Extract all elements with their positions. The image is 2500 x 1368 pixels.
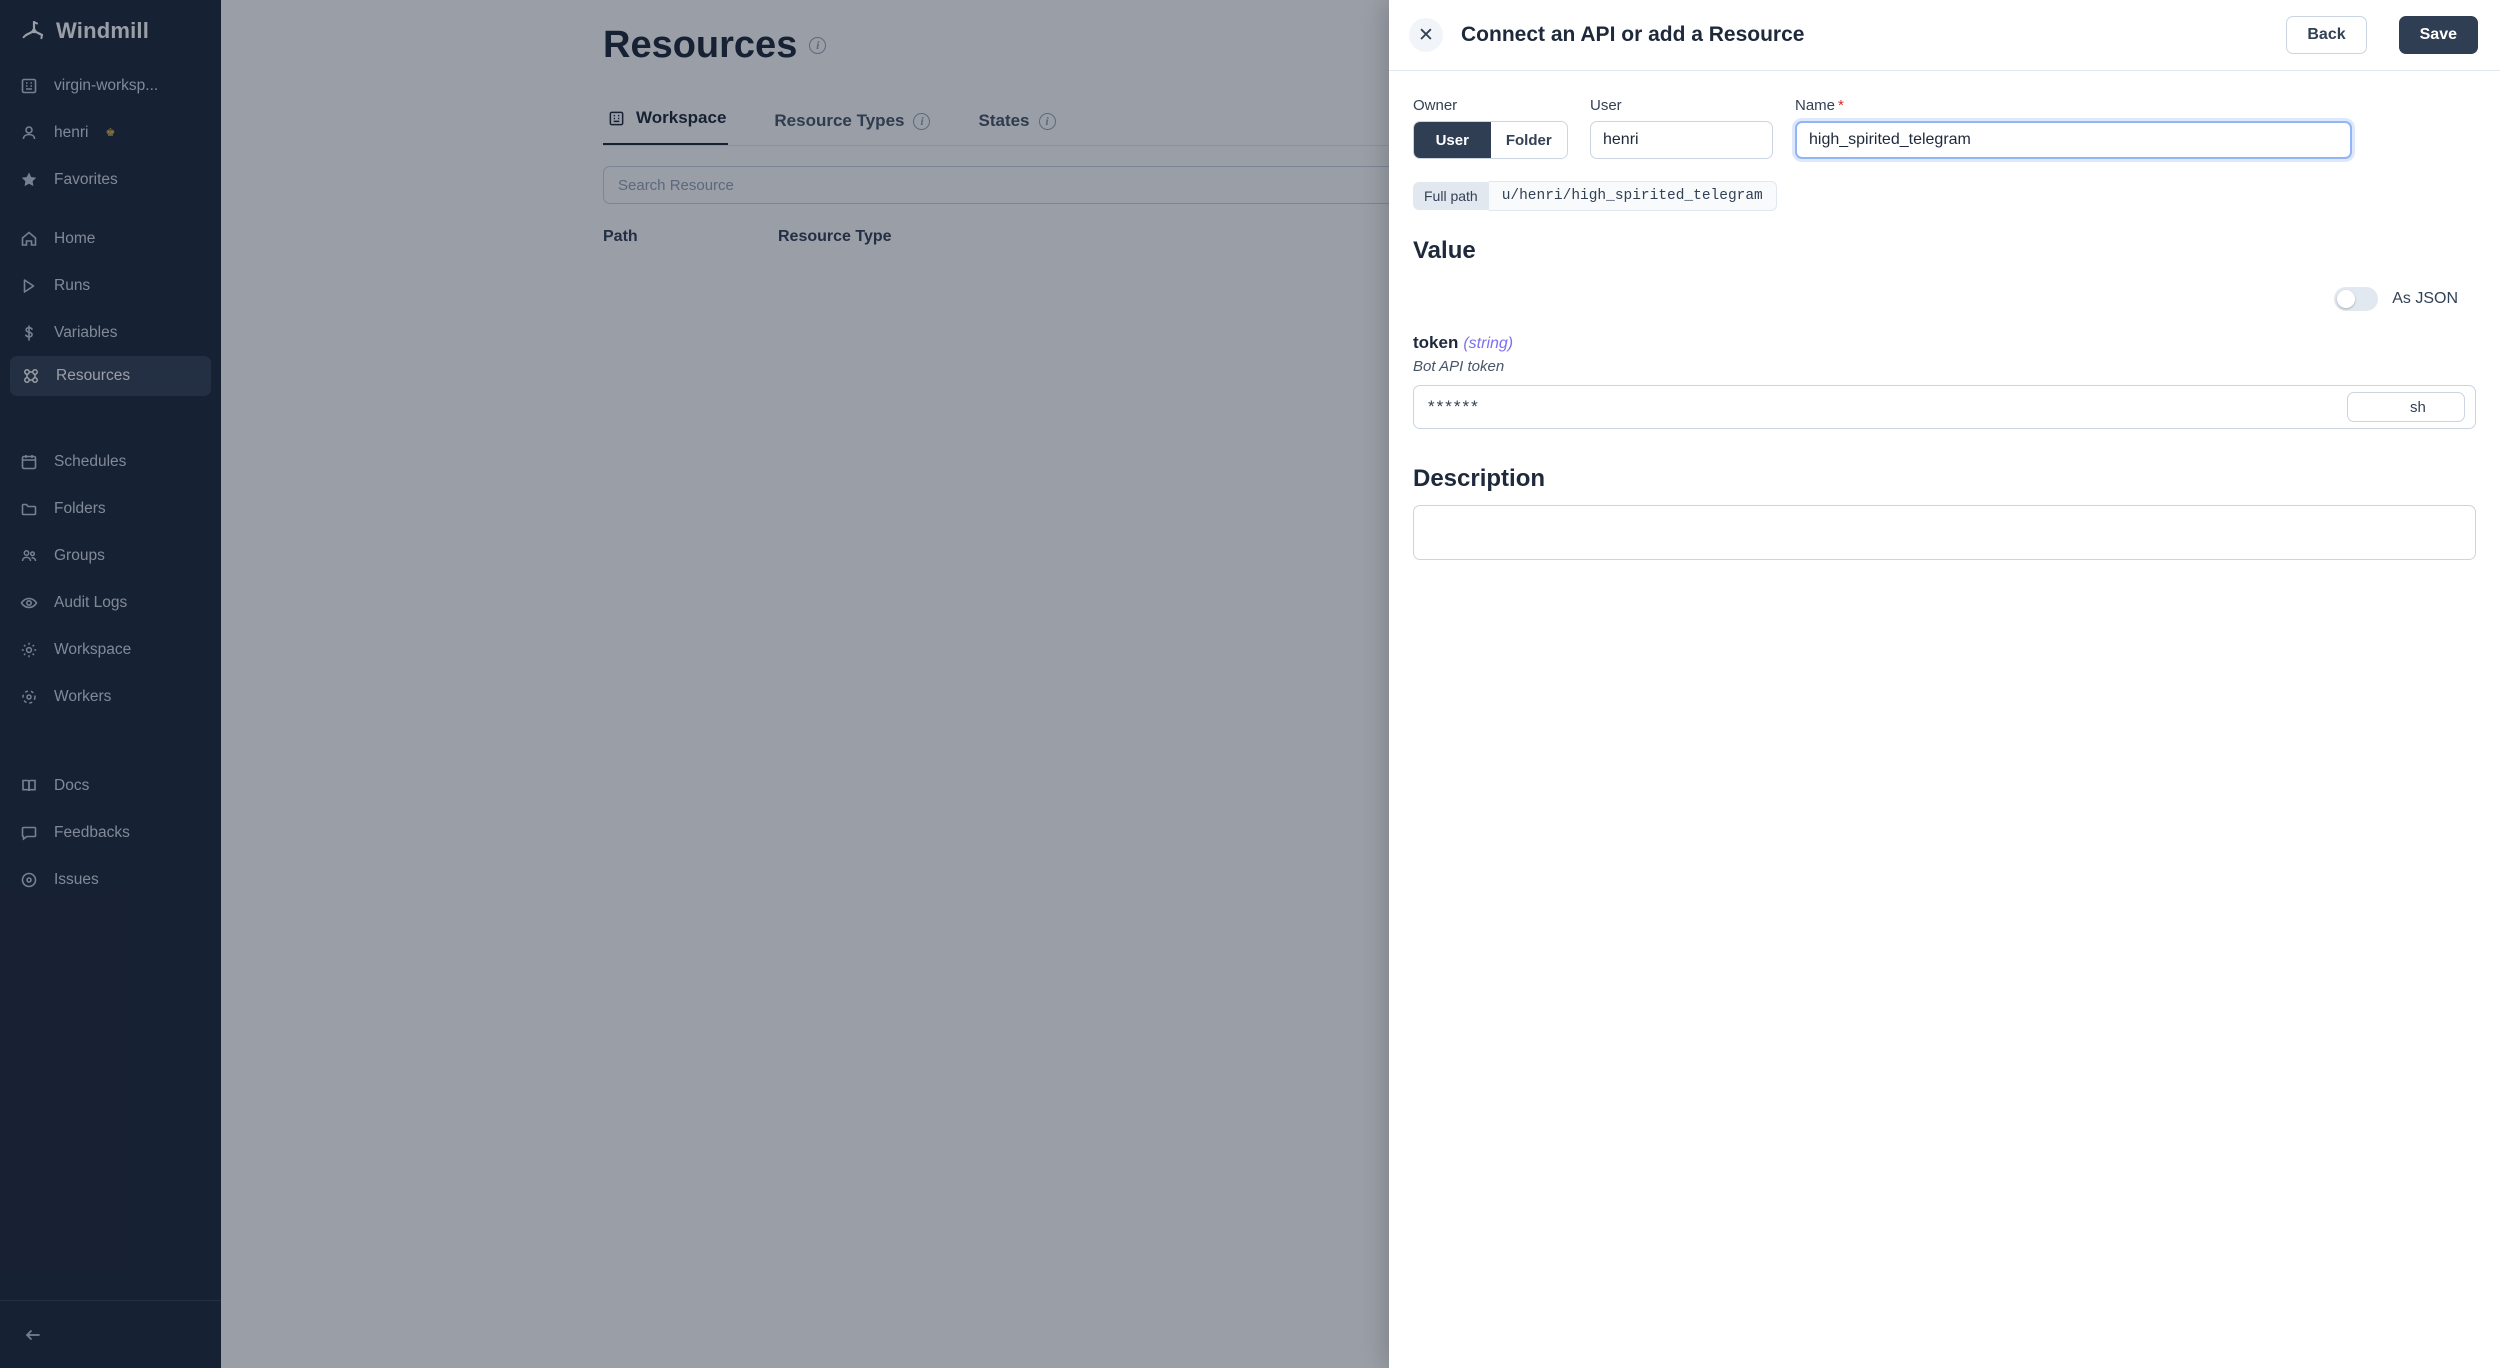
- sidebar-item-folders-label: Folders: [54, 499, 106, 517]
- info-icon[interactable]: i: [1039, 113, 1056, 130]
- description-section-title: Description: [1413, 465, 1546, 492]
- description-textarea[interactable]: [1413, 505, 2476, 560]
- crown-icon: ♚: [105, 127, 116, 139]
- token-masked-value: ******: [1428, 397, 1480, 416]
- sidebar-item-workspace-label: Workspace: [54, 640, 132, 658]
- save-button[interactable]: Save: [2399, 16, 2478, 54]
- property-name: token: [1413, 333, 1459, 352]
- full-path-value: u/henri/high_spirited_telegram: [1489, 181, 1777, 211]
- brand-label: Windmill: [56, 18, 150, 43]
- property-description: Bot API token: [1413, 358, 1505, 375]
- name-label-text: Name: [1795, 97, 1836, 114]
- user-input[interactable]: [1590, 121, 1773, 159]
- owner-segmented-control[interactable]: [1413, 121, 1568, 159]
- sidebar-item-runs-label: Runs: [54, 276, 91, 294]
- owner-row: [1413, 97, 2476, 159]
- required-star: *: [1838, 97, 1844, 114]
- close-icon[interactable]: ✕: [1409, 18, 1443, 52]
- name-field: [1795, 97, 2352, 159]
- info-icon[interactable]: i: [809, 37, 826, 54]
- tab-states-label: States: [978, 111, 1030, 130]
- property-name-row: [1413, 333, 2476, 353]
- sidebar-item-groups-label: Groups: [54, 546, 105, 564]
- owner-label: Owner: [1413, 97, 1458, 114]
- sidebar-item-workers-label: Workers: [54, 687, 112, 705]
- info-icon[interactable]: i: [913, 113, 930, 130]
- token-field-row[interactable]: [1413, 385, 2476, 429]
- sidebar-workspace-label: virgin-worksp...: [54, 76, 159, 94]
- user-field: [1590, 97, 1773, 159]
- tab-resource-types-label: Resource Types: [774, 111, 905, 130]
- value-section-title: Value: [1413, 237, 1476, 264]
- sidebar-item-issues-label: Issues: [54, 870, 99, 888]
- sidebar-item-audit-logs-label: Audit Logs: [54, 593, 128, 611]
- drawer-header: [1389, 0, 2500, 71]
- drawer-title: Connect an API or add a Resource: [1461, 23, 1805, 46]
- sidebar-favorites-label: Favorites: [54, 170, 118, 188]
- sidebar-item-variables-label: Variables: [54, 323, 118, 341]
- page-title: Resources: [603, 24, 798, 66]
- property-type: (string): [1463, 335, 1514, 352]
- sidebar-item-schedules-label: Schedules: [54, 452, 127, 470]
- full-path-row: [1413, 181, 2476, 211]
- user-label: User: [1590, 97, 1622, 114]
- drawer-body: [1389, 71, 2500, 1368]
- resource-drawer: [1389, 0, 2500, 1368]
- sidebar-item-docs-label: Docs: [54, 776, 90, 794]
- sidebar-item-feedbacks-label: Feedbacks: [54, 823, 130, 841]
- name-input[interactable]: [1795, 121, 2352, 159]
- search-placeholder: Search Resource: [618, 176, 734, 194]
- as-json-row: [1413, 287, 2476, 311]
- owner-field: [1413, 97, 1568, 159]
- full-path-tag: Full path: [1413, 182, 1489, 210]
- name-label: [1795, 97, 2352, 114]
- as-json-label: As JSON: [2392, 290, 2458, 307]
- sidebar-item-home-label: Home: [54, 229, 96, 247]
- owner-option-folder[interactable]: Folder: [1491, 122, 1568, 158]
- show-password-button[interactable]: sh: [2347, 392, 2465, 422]
- owner-option-user[interactable]: User: [1414, 122, 1491, 158]
- as-json-toggle[interactable]: [2334, 287, 2378, 311]
- toggle-knob: [2337, 290, 2355, 308]
- sidebar-user-label: henri: [54, 123, 89, 141]
- sidebar-item-resources-label: Resources: [56, 367, 131, 384]
- tab-workspace-label: Workspace: [636, 108, 727, 127]
- column-header-resource-type: Resource Type: [778, 228, 892, 245]
- back-button[interactable]: Back: [2286, 16, 2366, 54]
- column-header-path: Path: [603, 228, 638, 245]
